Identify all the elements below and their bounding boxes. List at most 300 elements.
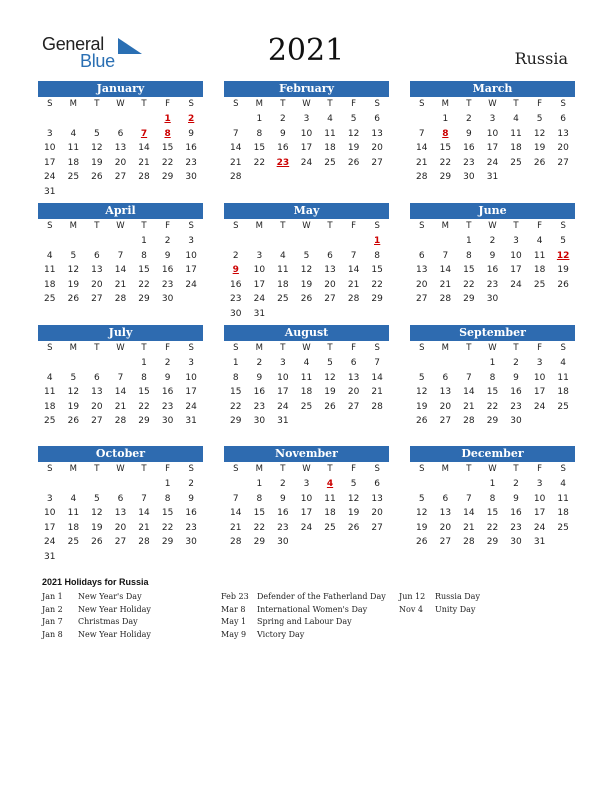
weekday-label: T xyxy=(141,464,147,474)
day: 20 xyxy=(371,143,383,154)
month-october xyxy=(38,446,203,565)
weekday-label: S xyxy=(47,464,53,474)
day: 30 xyxy=(161,416,174,427)
day: 2 xyxy=(164,358,171,368)
day: 29 xyxy=(486,537,499,548)
day: 23 xyxy=(185,522,197,533)
day: 2 xyxy=(280,479,286,489)
day: 30 xyxy=(486,294,499,305)
day: 15 xyxy=(253,508,266,519)
day: 9 xyxy=(164,372,171,383)
day: 31 xyxy=(277,416,289,427)
day: 3 xyxy=(513,236,519,246)
day: 16 xyxy=(463,143,475,154)
month-november xyxy=(224,446,389,550)
day: 9 xyxy=(513,372,519,383)
day: 3 xyxy=(489,114,496,124)
day: 23 xyxy=(230,294,242,305)
day: 16 xyxy=(185,508,197,519)
day: 10 xyxy=(300,128,313,139)
holiday-day: 8 xyxy=(442,128,449,139)
day: 4 xyxy=(560,358,567,368)
day: 4 xyxy=(70,128,77,139)
day: 17 xyxy=(277,387,289,398)
day: 10 xyxy=(277,372,289,383)
day: 21 xyxy=(230,522,242,533)
day: 14 xyxy=(114,265,127,276)
weekday-label: S xyxy=(560,343,566,353)
day: 25 xyxy=(300,401,313,412)
weekday-label: W xyxy=(302,464,311,474)
day: 27 xyxy=(324,294,336,305)
month-february xyxy=(224,81,389,185)
day: 22 xyxy=(138,279,150,290)
day: 29 xyxy=(138,416,150,427)
day: 16 xyxy=(161,387,174,398)
day: 21 xyxy=(138,157,150,168)
day: 11 xyxy=(533,250,546,261)
holiday-item xyxy=(42,591,151,604)
day: 11 xyxy=(324,128,336,139)
logo-word-general: General xyxy=(42,34,104,54)
day: 8 xyxy=(374,250,381,261)
day: 17 xyxy=(533,387,546,398)
day: 16 xyxy=(277,508,289,519)
day: 14 xyxy=(463,508,475,519)
day: 10 xyxy=(44,508,56,519)
day: 11 xyxy=(324,493,336,504)
day: 1 xyxy=(489,479,496,489)
day: 8 xyxy=(164,493,171,504)
day: 26 xyxy=(91,537,103,548)
weekday-label: T xyxy=(141,99,147,109)
day: 10 xyxy=(185,250,197,261)
day: 5 xyxy=(327,358,333,368)
day: 27 xyxy=(91,416,103,427)
day: 22 xyxy=(253,157,266,168)
day: 24 xyxy=(533,401,546,412)
day: 23 xyxy=(253,401,266,412)
day: 20 xyxy=(114,522,127,533)
day: 2 xyxy=(513,479,519,489)
weekday-label: W xyxy=(488,464,497,474)
weekday-label: T xyxy=(280,99,286,109)
day: 29 xyxy=(161,537,174,548)
month-header: February xyxy=(224,81,389,97)
day: 18 xyxy=(300,387,313,398)
day: 4 xyxy=(327,114,333,124)
weekday-label: M xyxy=(441,99,450,109)
day: 13 xyxy=(371,493,383,504)
day: 13 xyxy=(371,128,383,139)
day: 5 xyxy=(536,114,543,124)
day: 19 xyxy=(533,143,546,154)
day: 21 xyxy=(138,522,150,533)
month-header: April xyxy=(38,203,203,219)
day: 10 xyxy=(185,372,197,383)
day: 22 xyxy=(486,401,499,412)
weekday-label: M xyxy=(255,99,264,109)
day: 5 xyxy=(418,372,425,383)
day: 16 xyxy=(277,143,289,154)
weekday-label: M xyxy=(441,221,450,231)
holiday-day: 1 xyxy=(374,236,381,246)
month-header: November xyxy=(224,446,389,462)
holiday-date: May 9 xyxy=(221,629,247,639)
day: 24 xyxy=(510,279,522,290)
day: 13 xyxy=(114,508,127,519)
day: 15 xyxy=(138,387,150,398)
day: 9 xyxy=(188,493,195,504)
day: 30 xyxy=(253,416,266,427)
holiday-day: 2 xyxy=(188,114,195,124)
day: 17 xyxy=(510,265,522,276)
holidays-title: 2021 Holidays for Russia xyxy=(42,577,149,587)
day: 18 xyxy=(44,279,56,290)
weekday-label: T xyxy=(327,99,333,109)
holiday-day: 7 xyxy=(140,128,148,139)
day: 30 xyxy=(185,172,197,183)
day: 7 xyxy=(232,493,239,504)
weekday-label: S xyxy=(419,99,425,109)
weekday-label: S xyxy=(233,221,239,231)
weekday-label: M xyxy=(255,343,264,353)
day: 7 xyxy=(466,372,472,383)
weekday-label: S xyxy=(560,464,566,474)
day: 15 xyxy=(486,387,499,398)
day: 24 xyxy=(253,294,266,305)
day: 18 xyxy=(557,387,569,398)
day: 3 xyxy=(280,358,286,368)
holiday-name: Russia Day xyxy=(435,592,480,601)
weekday-label: S xyxy=(560,221,566,231)
holiday-date: Jan 1 xyxy=(42,592,63,601)
day: 10 xyxy=(44,143,56,154)
day: 19 xyxy=(557,265,569,276)
day: 10 xyxy=(300,493,313,504)
weekday-label: T xyxy=(280,221,286,231)
day: 8 xyxy=(489,372,496,383)
day: 15 xyxy=(161,143,174,154)
day: 2 xyxy=(256,358,263,368)
weekday-label: M xyxy=(69,464,78,474)
day: 1 xyxy=(232,358,239,368)
holiday-date: Jan 7 xyxy=(42,617,63,626)
day: 31 xyxy=(185,416,197,427)
month-header: May xyxy=(224,203,389,219)
weekday-label: S xyxy=(374,221,380,231)
day: 5 xyxy=(560,236,567,246)
day: 11 xyxy=(67,508,80,519)
day: 6 xyxy=(327,250,333,261)
day: 7 xyxy=(374,358,381,368)
day: 26 xyxy=(557,279,569,290)
day: 14 xyxy=(114,387,127,398)
day: 28 xyxy=(138,172,150,183)
holiday-item xyxy=(42,629,151,642)
day: 15 xyxy=(230,387,242,398)
day: 22 xyxy=(230,401,242,412)
day: 25 xyxy=(324,157,336,168)
day: 16 xyxy=(486,265,499,276)
day: 20 xyxy=(114,157,127,168)
day: 13 xyxy=(557,128,569,139)
month-header: July xyxy=(38,325,203,341)
day: 14 xyxy=(371,372,383,383)
weekday-label: S xyxy=(233,343,239,353)
holiday-column xyxy=(42,591,151,641)
day: 2 xyxy=(513,358,519,368)
day: 12 xyxy=(324,372,336,383)
day: 11 xyxy=(300,372,313,383)
day: 18 xyxy=(44,401,56,412)
day: 24 xyxy=(300,522,313,533)
holiday-item xyxy=(42,616,151,629)
day: 21 xyxy=(416,157,428,168)
day: 24 xyxy=(44,537,56,548)
day: 7 xyxy=(466,493,472,504)
day: 6 xyxy=(94,250,100,261)
day: 8 xyxy=(256,128,263,139)
weekday-label: W xyxy=(302,99,311,109)
day: 21 xyxy=(463,522,475,533)
day: 14 xyxy=(138,508,150,519)
day: 19 xyxy=(300,279,313,290)
day: 14 xyxy=(439,265,452,276)
holiday-item xyxy=(42,604,151,617)
day: 4 xyxy=(513,114,519,124)
weekday-label: F xyxy=(351,464,357,474)
day: 19 xyxy=(347,508,360,519)
month-september xyxy=(410,325,575,429)
day: 5 xyxy=(350,479,357,489)
holiday-name: Christmas Day xyxy=(78,617,138,626)
day: 18 xyxy=(67,522,80,533)
day: 16 xyxy=(230,279,242,290)
day: 29 xyxy=(439,172,452,183)
holiday-day: 1 xyxy=(164,114,171,124)
day: 23 xyxy=(510,401,522,412)
weekday-label: F xyxy=(537,221,543,231)
day: 6 xyxy=(117,128,124,139)
month-april xyxy=(38,203,203,307)
day: 4 xyxy=(280,250,286,261)
day: 30 xyxy=(161,294,174,305)
day: 10 xyxy=(486,128,499,139)
day: 14 xyxy=(416,143,428,154)
holiday-item xyxy=(221,604,386,617)
weekday-label: T xyxy=(327,221,333,231)
day: 27 xyxy=(371,157,383,168)
weekday-label: T xyxy=(280,464,286,474)
day: 5 xyxy=(70,250,77,261)
day: 27 xyxy=(439,416,452,427)
day: 12 xyxy=(347,493,360,504)
weekday-label: F xyxy=(165,221,171,231)
day: 19 xyxy=(416,522,428,533)
weekday-label: S xyxy=(374,343,380,353)
day: 16 xyxy=(510,508,522,519)
day: 28 xyxy=(371,401,383,412)
day: 10 xyxy=(510,250,522,261)
day: 20 xyxy=(416,279,428,290)
weekday-label: W xyxy=(116,221,125,231)
day: 9 xyxy=(466,128,472,139)
day: 13 xyxy=(347,372,360,383)
weekday-label: S xyxy=(374,464,380,474)
day: 30 xyxy=(463,172,475,183)
day: 21 xyxy=(371,387,383,398)
weekday-label: F xyxy=(165,343,171,353)
day: 8 xyxy=(489,493,496,504)
day: 1 xyxy=(442,114,449,124)
day: 30 xyxy=(277,537,289,548)
weekday-label: S xyxy=(47,221,53,231)
day: 27 xyxy=(114,172,127,183)
day: 20 xyxy=(371,508,383,519)
day: 3 xyxy=(303,479,310,489)
day: 2 xyxy=(489,236,496,246)
holiday-date: Nov 4 xyxy=(399,604,423,614)
weekday-label: T xyxy=(513,99,519,109)
weekday-label: F xyxy=(165,464,171,474)
weekday-label: F xyxy=(537,464,543,474)
day: 7 xyxy=(141,493,147,504)
day: 12 xyxy=(416,387,428,398)
weekday-label: T xyxy=(327,343,333,353)
day: 26 xyxy=(67,416,80,427)
weekday-label: T xyxy=(141,343,147,353)
day: 8 xyxy=(141,372,147,383)
day: 28 xyxy=(138,537,150,548)
holiday-item xyxy=(221,591,386,604)
day: 11 xyxy=(44,265,56,276)
weekday-label: M xyxy=(441,343,450,353)
day: 15 xyxy=(138,265,150,276)
day: 17 xyxy=(185,265,197,276)
day: 2 xyxy=(164,236,171,246)
holiday-item xyxy=(221,629,386,642)
weekday-label: W xyxy=(116,99,125,109)
day: 25 xyxy=(67,537,80,548)
weekday-label: T xyxy=(280,343,286,353)
weekday-label: W xyxy=(302,343,311,353)
day: 21 xyxy=(463,401,475,412)
weekday-label: S xyxy=(233,99,239,109)
holiday-name: Defender of the Fatherland Day xyxy=(257,592,386,601)
day: 19 xyxy=(324,387,336,398)
holiday-column xyxy=(221,591,386,641)
holiday-date: Mar 8 xyxy=(221,604,246,614)
day: 4 xyxy=(560,479,567,489)
day: 20 xyxy=(91,279,103,290)
day: 21 xyxy=(439,279,452,290)
weekday-label: T xyxy=(94,464,100,474)
day: 3 xyxy=(256,250,263,261)
day: 31 xyxy=(44,186,56,197)
day: 24 xyxy=(185,279,197,290)
month-august xyxy=(224,325,389,429)
day: 11 xyxy=(557,493,569,504)
country-name: Russia xyxy=(514,49,568,68)
weekday-label: W xyxy=(302,221,311,231)
day: 6 xyxy=(374,114,381,124)
day: 27 xyxy=(557,157,569,168)
weekday-label: T xyxy=(94,221,100,231)
day: 13 xyxy=(91,265,103,276)
day: 4 xyxy=(303,358,310,368)
day: 6 xyxy=(442,372,449,383)
day: 28 xyxy=(416,172,428,183)
day: 25 xyxy=(557,401,569,412)
day: 19 xyxy=(91,157,103,168)
weekday-label: M xyxy=(69,343,78,353)
day: 9 xyxy=(280,493,286,504)
day: 27 xyxy=(91,294,103,305)
day: 21 xyxy=(114,401,127,412)
day: 22 xyxy=(486,522,499,533)
holiday-name: Victory Day xyxy=(257,629,305,639)
day: 5 xyxy=(70,372,77,383)
weekday-label: M xyxy=(69,99,78,109)
holiday-name: New Year's Day xyxy=(78,592,142,601)
weekday-label: W xyxy=(488,343,497,353)
day: 1 xyxy=(256,479,263,489)
holiday-item xyxy=(399,591,480,604)
day: 3 xyxy=(536,358,543,368)
day: 5 xyxy=(94,128,100,139)
day: 17 xyxy=(44,522,56,533)
day: 7 xyxy=(117,372,124,383)
day: 9 xyxy=(513,493,519,504)
day: 24 xyxy=(300,157,313,168)
weekday-label: T xyxy=(466,99,472,109)
day: 2 xyxy=(466,114,472,124)
day: 17 xyxy=(533,508,546,519)
day: 12 xyxy=(91,143,103,154)
day: 16 xyxy=(185,143,197,154)
day: 28 xyxy=(347,294,360,305)
day: 20 xyxy=(347,387,360,398)
day: 29 xyxy=(486,416,499,427)
day: 29 xyxy=(253,537,266,548)
day: 26 xyxy=(324,401,336,412)
day: 7 xyxy=(442,250,449,261)
day: 31 xyxy=(253,308,266,319)
month-header: December xyxy=(410,446,575,462)
weekday-label: T xyxy=(466,221,472,231)
day: 12 xyxy=(91,508,103,519)
day: 18 xyxy=(557,508,569,519)
day: 11 xyxy=(67,143,80,154)
holiday-name: New Year Holiday xyxy=(78,629,151,639)
day: 4 xyxy=(46,372,53,383)
day: 28 xyxy=(114,294,127,305)
day: 1 xyxy=(141,358,147,368)
day: 13 xyxy=(91,387,103,398)
day: 6 xyxy=(94,372,100,383)
month-header: January xyxy=(38,81,203,97)
day: 16 xyxy=(161,265,174,276)
month-header: June xyxy=(410,203,575,219)
day: 22 xyxy=(253,522,266,533)
day: 26 xyxy=(347,522,360,533)
day: 22 xyxy=(161,522,174,533)
day: 6 xyxy=(560,114,567,124)
day: 17 xyxy=(185,387,197,398)
day: 12 xyxy=(416,508,428,519)
month-june xyxy=(410,203,575,307)
